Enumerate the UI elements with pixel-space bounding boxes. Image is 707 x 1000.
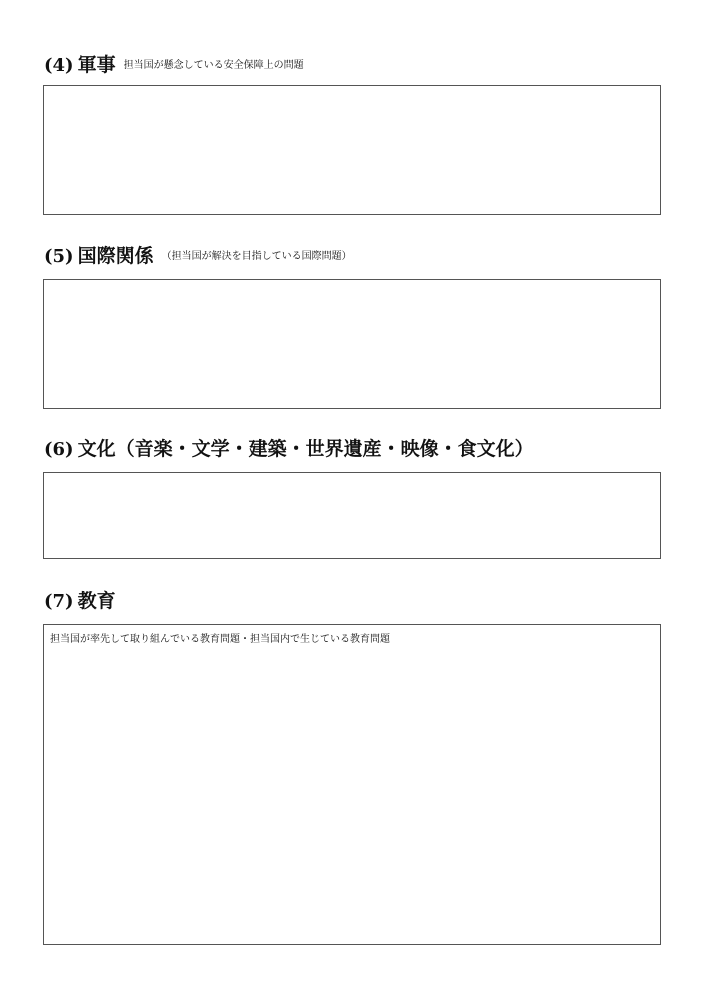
section-title: 国際関係 (77, 245, 154, 267)
section-number: (7) (44, 591, 74, 612)
section-heading-international-relations (44, 247, 352, 266)
answer-box-education[interactable] (43, 624, 661, 945)
section-title: 教育 (77, 590, 116, 612)
section-note: 担当国が懸念している安全保障上の問題 (123, 60, 304, 71)
section-title: 文化（音楽・文学・建築・世界遺産・映像・食文化） (77, 438, 534, 460)
answer-box-note: 担当国が率先して取り組んでいる教育問題・担当国内で生じている教育問題 (50, 634, 390, 645)
answer-box-international-relations[interactable] (43, 279, 661, 409)
section-title: 軍事 (77, 54, 116, 76)
section-note: （担当国が解決を目指している国際問題） (161, 251, 352, 262)
section-number: (5) (44, 246, 74, 267)
answer-box-military[interactable] (43, 85, 661, 215)
section-number: (6) (44, 439, 74, 460)
section-heading-military (44, 56, 304, 75)
section-heading-education (44, 592, 116, 611)
section-number: (4) (44, 55, 74, 76)
section-heading-culture (44, 440, 534, 459)
answer-box-culture[interactable] (43, 472, 661, 559)
